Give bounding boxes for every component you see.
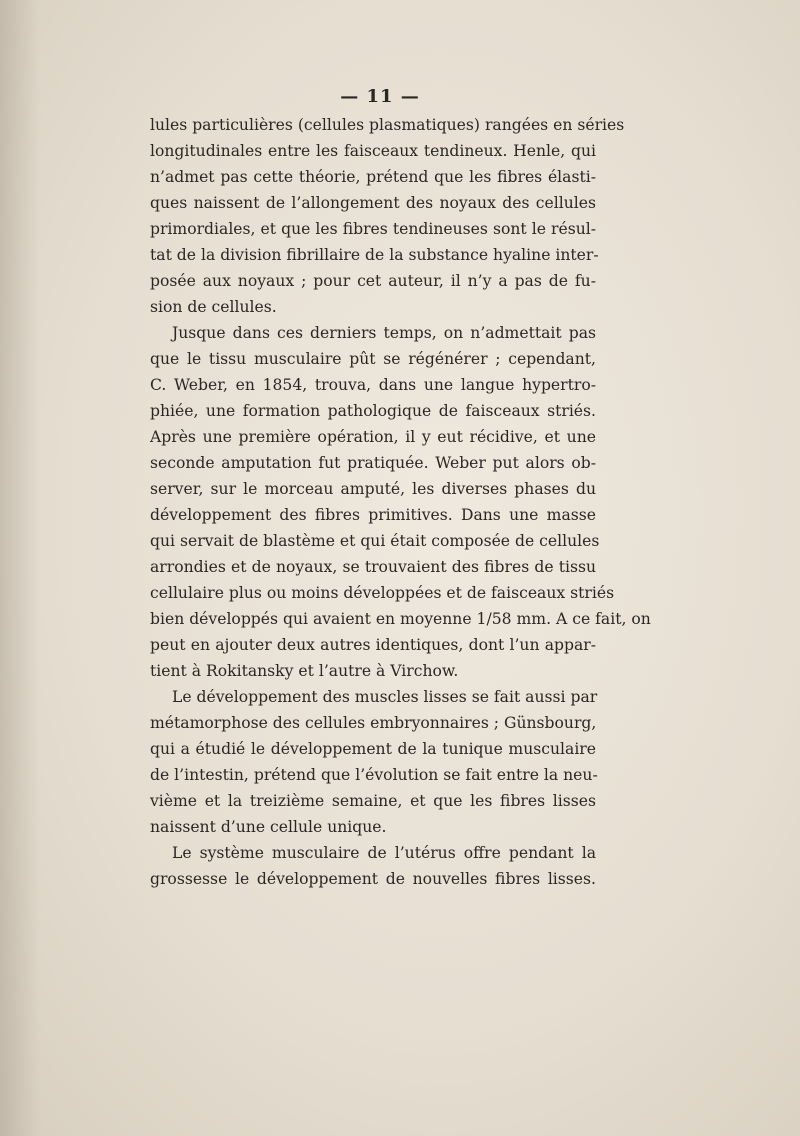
spine-shadow xyxy=(0,0,40,1136)
text-line: C. Weber, en 1854, trouva, dans une langue hypertro- xyxy=(150,376,596,394)
paragraph-1 xyxy=(150,112,625,320)
paragraph-4 xyxy=(150,840,596,892)
body-text xyxy=(150,112,651,892)
paragraph-3 xyxy=(150,684,596,840)
text-line: Le développement des muscles lisses se fait aussi par xyxy=(172,688,598,706)
text-line: longitudinales entre les faisceaux tendineux. Henle, qui xyxy=(150,142,596,160)
text-line: vième et la treizième semaine, et que les fibres lisses xyxy=(150,792,596,810)
text-line: primordiales, et que les fibres tendineuses sont le résul- xyxy=(150,220,596,238)
text-line: server, sur le morceau amputé, les diverses phases du xyxy=(150,480,596,498)
text-line: seconde amputation fut pratiquée. Weber put alors ob- xyxy=(150,454,596,472)
text-line: de l’intestin, prétend que l’évolution se fait entre la neu- xyxy=(150,766,598,784)
text-line: que le tissu musculaire pût se régénérer ; cependant, xyxy=(150,350,596,368)
text-line: Jusque dans ces derniers temps, on n’admettait pas xyxy=(172,324,596,342)
text-line: ques naissent de l’allongement des noyaux des cellules xyxy=(150,194,596,212)
text-line: bien développés qui avaient en moyenne 1/58 mm. A ce fait, on xyxy=(150,610,651,628)
text-line: cellulaire plus ou moins développées et de faisceaux striés xyxy=(150,584,615,602)
text-line: posée aux noyaux ; pour cet auteur, il n’y a pas de fu- xyxy=(150,272,596,290)
text-line: sion de cellules. xyxy=(150,298,277,316)
text-line: tat de la division fibrillaire de la substance hyaline inter- xyxy=(150,246,599,264)
text-line: phiée, une formation pathologique de faisceaux striés. xyxy=(150,402,596,420)
text-line: qui a étudié le développement de la tunique musculaire xyxy=(150,740,596,758)
text-line: naissent d’une cellule unique. xyxy=(150,818,387,836)
text-line: peut en ajouter deux autres identiques, dont l’un appar- xyxy=(150,636,596,654)
text-line: n’admet pas cette théorie, prétend que les fibres élasti- xyxy=(150,168,596,186)
paragraph-2 xyxy=(150,320,651,684)
text-line: lules particulières (cellules plasmatiques) rangées en séries xyxy=(150,116,625,134)
text-line: Le système musculaire de l’utérus offre pendant la xyxy=(172,844,596,862)
text-line: qui servait de blastème et qui était composée de cellules xyxy=(150,532,600,550)
text-line: tient à Rokitansky et l’autre à Virchow. xyxy=(150,662,459,680)
text-line: Après une première opération, il y eut récidive, et une xyxy=(150,428,596,446)
text-line: arrondies et de noyaux, se trouvaient des fibres de tissu xyxy=(150,558,596,576)
text-line: développement des fibres primitives. Dans une masse xyxy=(150,506,596,524)
text-line: métamorphose des cellules embryonnaires ; Günsbourg, xyxy=(150,714,597,732)
text-line: grossesse le développement de nouvelles fibres lisses. xyxy=(150,870,596,888)
page-number: — 11 — xyxy=(340,86,420,107)
